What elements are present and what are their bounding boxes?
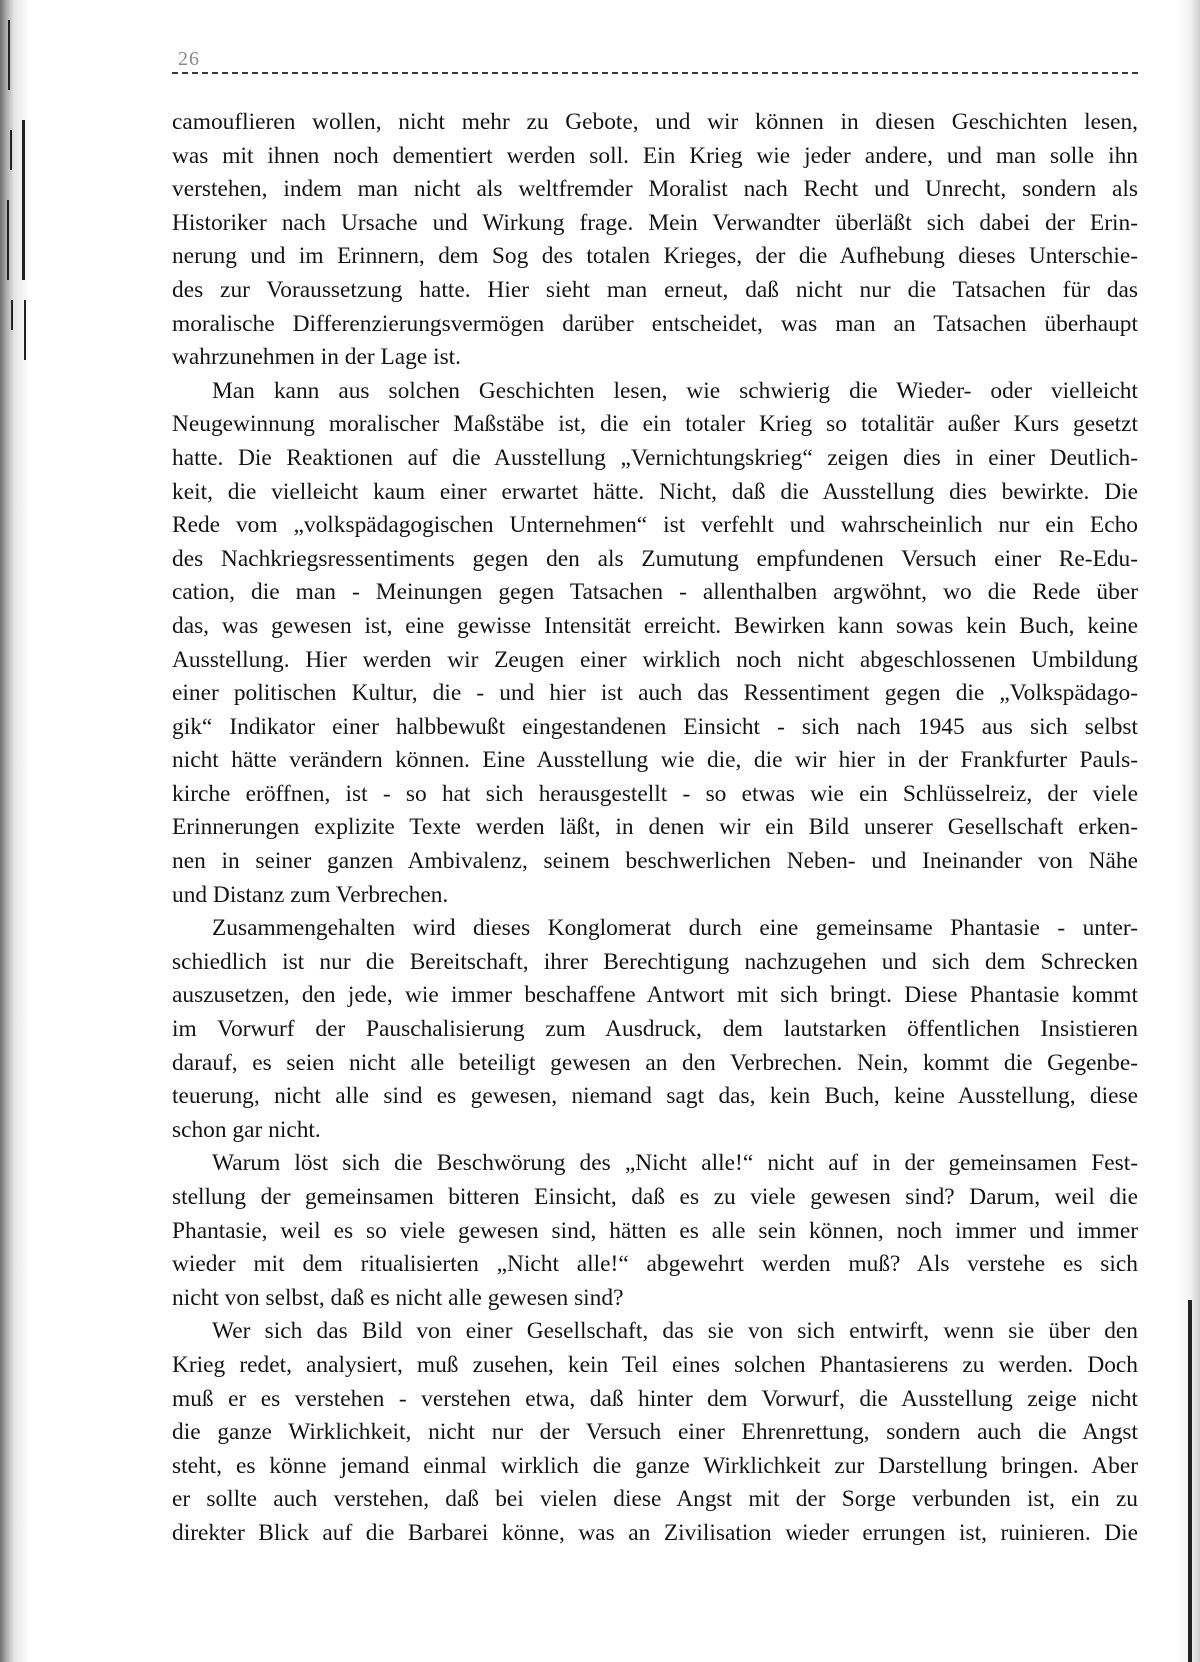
text-line: verstehen, indem man nicht als weltfremder Moralist nach Recht und Unrecht, sondern als [172,176,1138,203]
text-line: cation, die man - Meinungen gegen Tatsachen - allenthalben argwöhnt, wo die Rede über [172,579,1138,606]
scan-right-edge [1170,0,1200,1662]
page-number: 26 [178,48,200,70]
text-line: kirche eröffnen, ist - so hat sich herausgestellt - so etwas wie ein Schlüsselreiz, der viele [172,780,1138,807]
text-line: Krieg redet, analysiert, muß zusehen, kein Teil eines solchen Phantasierens zu werden. Doch [172,1351,1138,1378]
text-line: hatte. Die Reaktionen auf die Ausstellung „Vernichtungskrieg“ zeigen dies in einer Deutlich- [172,444,1138,471]
body-text [172,106,1138,1551]
text-line: nerung und im Erinnern, dem Sog des totalen Krieges, der die Aufhebung dieses Unterschie- [172,243,1138,270]
text-line: direkter Blick auf die Barbarei könne, was an Zivilisation wieder errungen ist, ruinieren. Die [172,1519,1138,1546]
paragraph [172,106,1138,375]
text-line: auszusetzen, den jede, wie immer beschaffene Antwort mit sich bringt. Diese Phantasie kommt [172,982,1138,1009]
text-line: schiedlich ist nur die Bereitschaft, ihrer Berechtigung nachzugehen und sich dem Schrecken [172,948,1138,975]
text-line: nen in seiner ganzen Ambivalenz, seinem beschwerlichen Neben- und Ineinander von Nähe [172,848,1138,875]
text-line: des Nachkriegsressentiments gegen den als Zumutung empfundenen Versuch einer Re-Edu- [172,545,1138,572]
text-line: die ganze Wirklichkeit, nicht nur der Versuch einer Ehrenrettung, sondern auch die Angst [172,1419,1138,1446]
paragraph [172,912,1138,1147]
text-line: Neugewinnung moralischer Maßstäbe ist, die ein totaler Krieg so totalitär außer Kurs gesetzt [172,411,1138,438]
text-line: wieder mit dem ritualisierten „Nicht alle!“ abgewehrt werden muß? Als verstehe es sich [172,1251,1138,1278]
text-line: nicht von selbst, daß es nicht alle gewesen sind? [172,1284,624,1311]
text-line: er sollte auch verstehen, daß bei vielen diese Angst mit der Sorge verbunden ist, ein zu [172,1486,1138,1513]
text-line: moralische Differenzierungsvermögen darüber entscheidet, was man an Tatsachen überhaupt [172,310,1138,337]
text-line: Man kann aus solchen Geschichten lesen, wie schwierig die Wieder- oder vielleicht [212,377,1138,404]
header-rule [172,72,1138,74]
paragraph [172,1315,1138,1550]
text-line: schon gar nicht. [172,1116,321,1143]
text-line: Ausstellung. Hier werden wir Zeugen einer wirklich noch nicht abgeschlossenen Umbildung [172,646,1138,673]
text-line: Zusammengehalten wird dieses Konglomerat durch eine gemeinsame Phantasie - unter- [212,915,1138,942]
text-line: camouflieren wollen, nicht mehr zu Gebote, und wir können in diesen Geschichten lesen, [172,109,1138,135]
text-line: muß er es verstehen - verstehen etwa, daß hinter dem Vorwurf, die Ausstellung zeige nicht [172,1385,1138,1412]
text-line: Wer sich das Bild von einer Gesellschaft, das sie von sich entwirft, wenn sie über den [212,1318,1138,1345]
paragraph [172,375,1138,913]
text-line: Phantasie, weil es so viele gewesen sind, hätten es alle sein können, noch immer und immer [172,1217,1138,1244]
text-line: steht, es könne jemand einmal wirklich die ganze Wirklichkeit zur Darstellung bringen. Aber [172,1452,1138,1479]
text-line: des zur Voraussetzung hatte. Hier sieht man erneut, daß nicht nur die Tatsachen für das [172,276,1138,303]
text-line: gik“ Indikator einer halbbewußt eingestandenen Einsicht - sich nach 1945 aus sich selbst [172,713,1138,740]
text-line: darauf, es seien nicht alle beteiligt gewesen an den Verbrechen. Nein, kommt die Gegenbe- [172,1049,1138,1076]
paragraph [172,1147,1138,1315]
text-line: keit, die vielleicht kaum einer erwartet hätte. Nicht, daß die Ausstellung dies bewirkte. Die [172,478,1138,505]
text-line: Historiker nach Ursache und Wirkung frage. Mein Verwandter überläßt sich dabei der Erin- [172,209,1138,236]
text-line: Rede vom „volkspädagogischen Unternehmen“ ist verfehlt und wahrscheinlich nur ein Echo [172,512,1138,539]
text-line: nicht hätte verändern können. Eine Ausstellung wie die, die wir hier in der Frankfurter Pauls- [172,747,1138,774]
text-line: Erinnerungen explizite Texte werden läßt, in denen wir ein Bild unserer Gesellschaft erken- [172,814,1138,841]
text-line: im Vorwurf der Pauschalisierung zum Ausdruck, dem lautstarken öffentlichen Insistieren [172,1016,1138,1043]
text-line: das, was gewesen ist, eine gewisse Intensität erreicht. Bewirken kann sowas kein Buch, keine [172,612,1138,639]
text-line: wahrzunehmen in der Lage ist. [172,344,462,371]
text-line: und Distanz zum Verbrechen. [172,881,449,908]
text-line: einer politischen Kultur, die - und hier ist auch das Ressentiment gegen die „Volkspädago- [172,680,1138,707]
scan-left-edge [0,0,42,1662]
text-line: was mit ihnen noch dementiert werden soll. Ein Krieg wie jeder andere, und man solle ihn [172,142,1138,169]
text-line: teuerung, nicht alle sind es gewesen, niemand sagt das, kein Buch, keine Ausstellung, diese [172,1083,1138,1110]
text-line: stellung der gemeinsamen bitteren Einsicht, daß es zu viele gewesen sind? Darum, weil die [172,1184,1138,1210]
text-line: Warum löst sich die Beschwörung des „Nicht alle!“ nicht auf in der gemeinsamen Fest- [212,1150,1138,1177]
